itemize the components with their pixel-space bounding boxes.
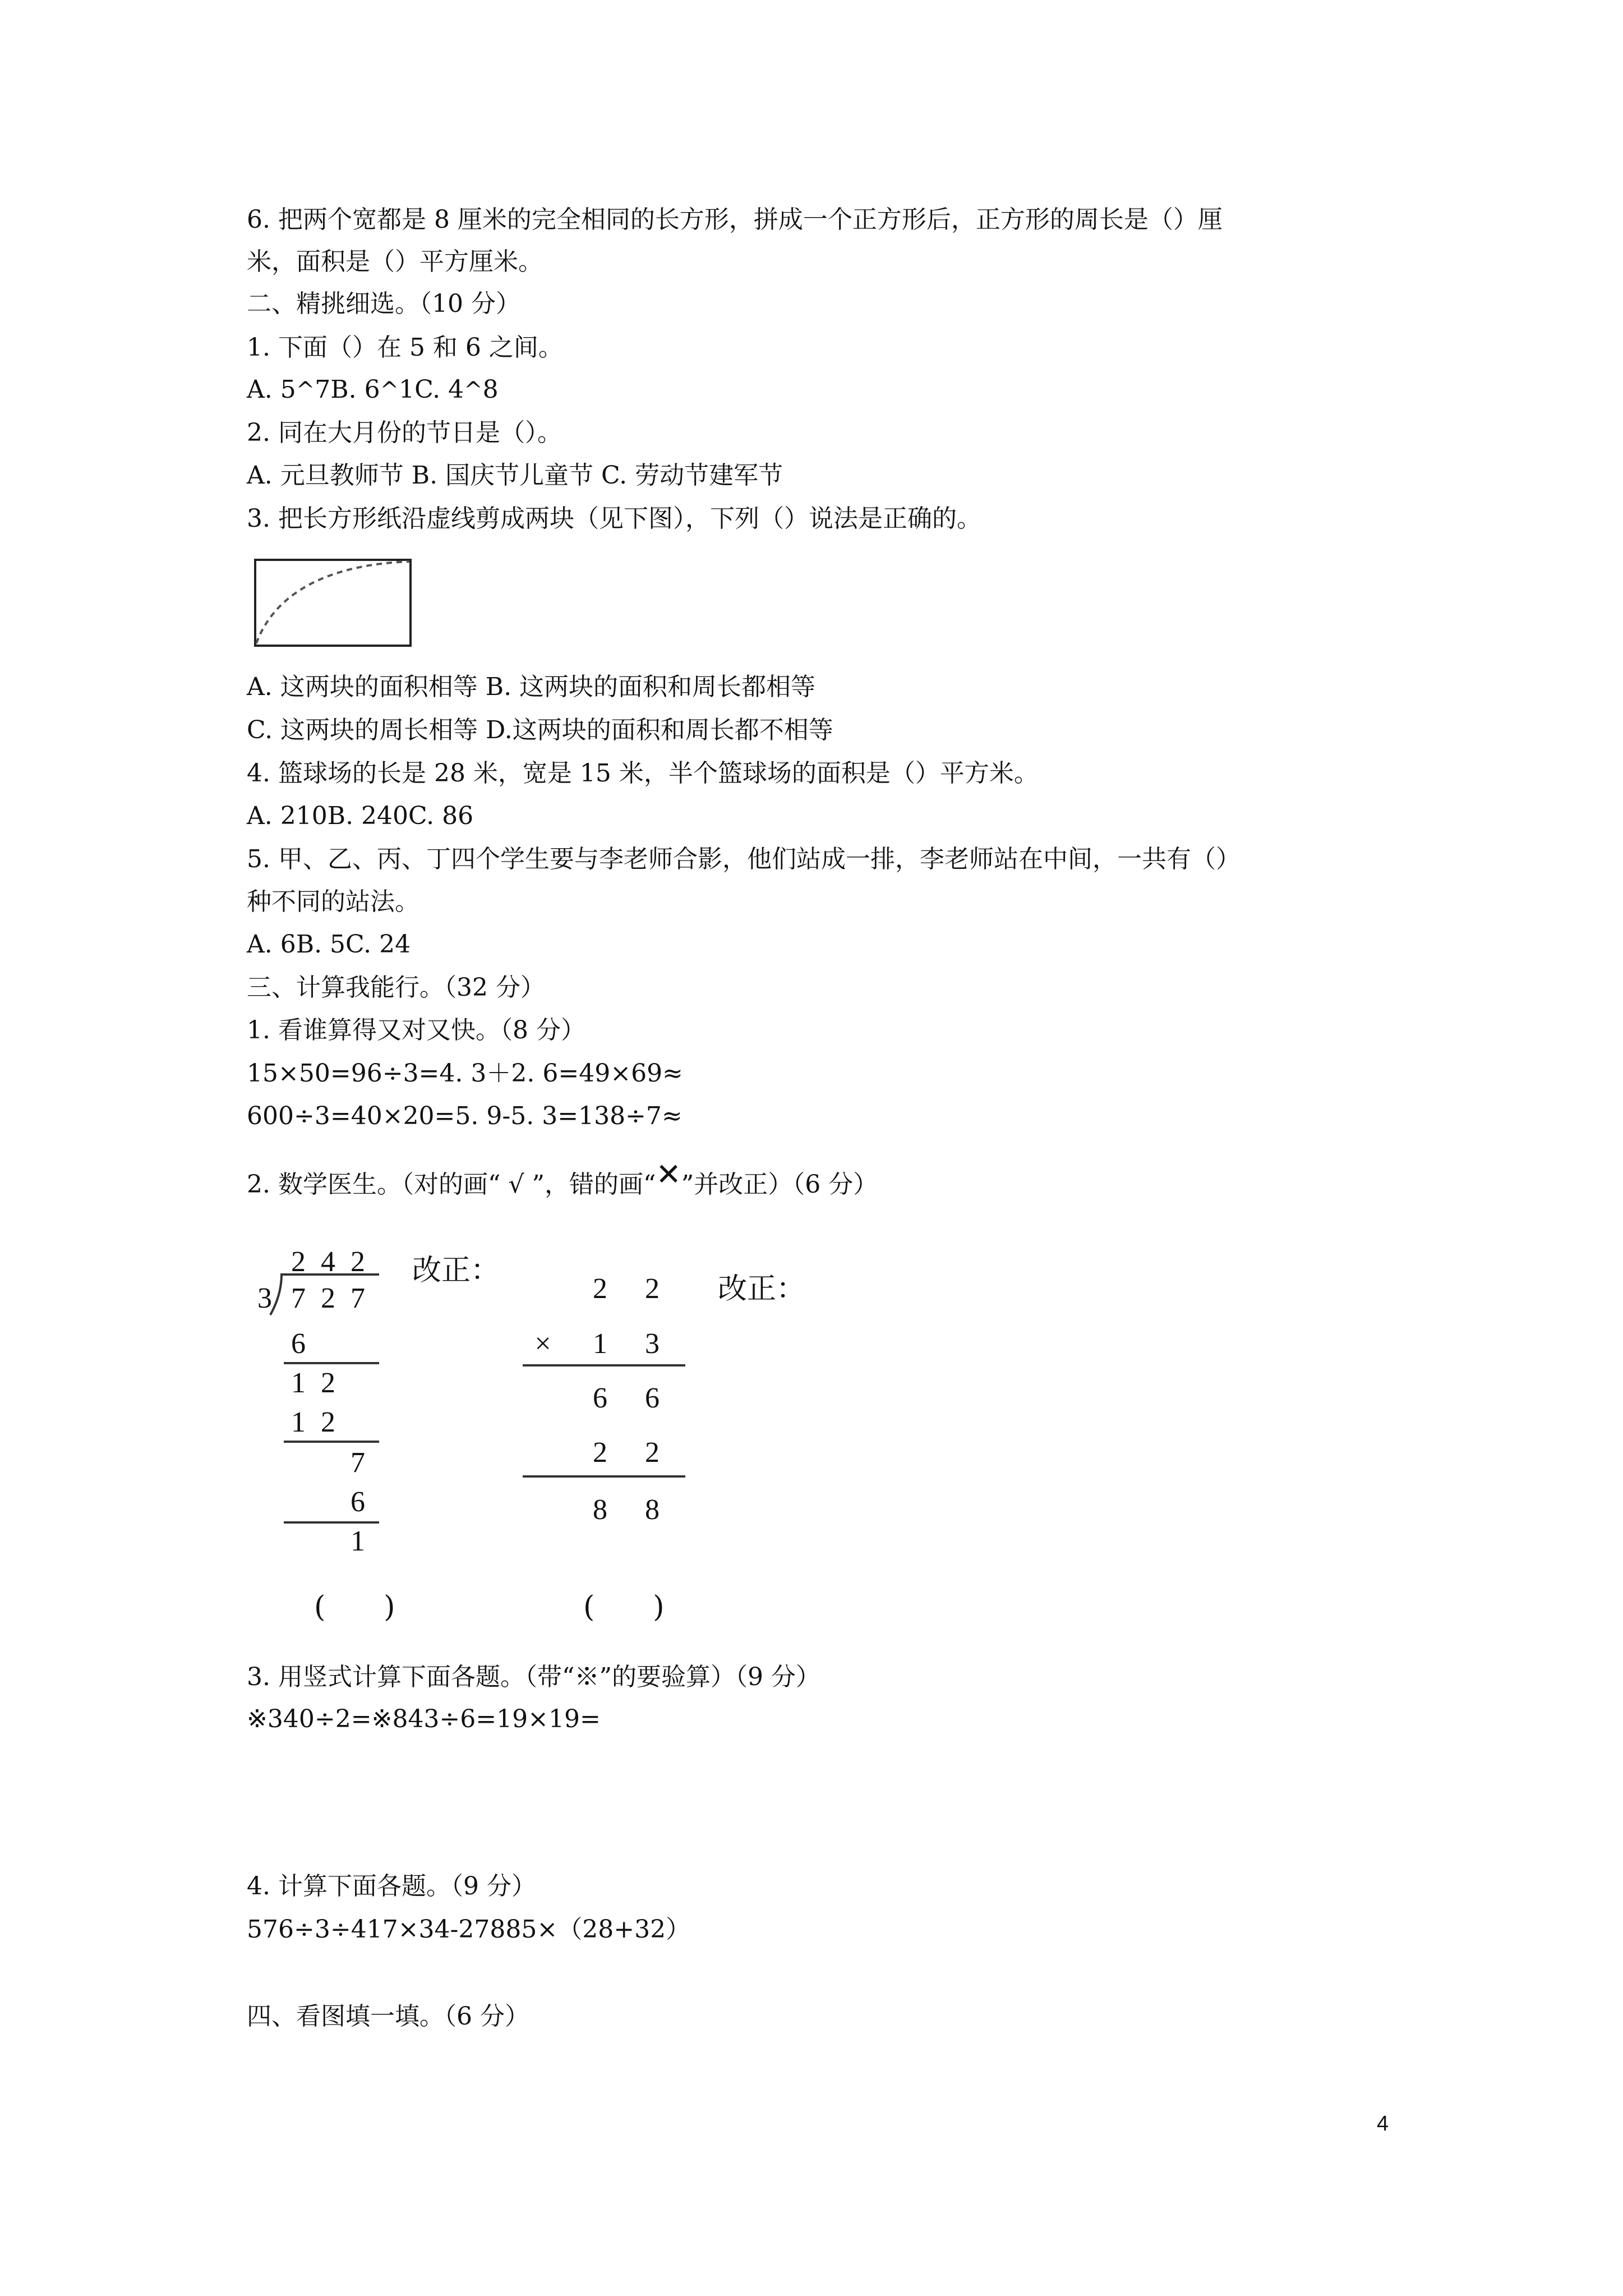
times-operator: ×: [534, 1328, 551, 1360]
step-digit: 2: [321, 1406, 335, 1438]
section2-heading: 二、精挑细选。（10 分）: [247, 289, 520, 318]
s3-q1-row2: 600÷3=40×20=5. 9-5. 3=138÷7≈: [247, 1102, 683, 1130]
quotient-digit: 4: [321, 1246, 335, 1278]
s2-q1-options: A. 5^7B. 6^1C. 4^8: [247, 375, 499, 404]
remainder-digit: 1: [351, 1525, 365, 1557]
multiplier-digit: 3: [645, 1328, 660, 1360]
section3-heading: 三、计算我能行。（32 分）: [247, 973, 545, 1002]
s2-q5-options: A. 6B. 5C. 24: [247, 930, 411, 959]
step-digit: 1: [291, 1367, 306, 1399]
correction-label: 改正：: [718, 1272, 806, 1306]
caret-icon: ^: [464, 378, 483, 403]
answer-parentheses: ( ): [314, 1590, 395, 1624]
s3-q1: 1. 看谁算得又对又快。（8 分）: [247, 1016, 585, 1045]
multiplier-digit: 1: [593, 1328, 607, 1360]
s3-q3: 3. 用竖式计算下面各题。（带“※”的要验算）（9 分）: [247, 1663, 820, 1691]
top-digit: 2: [593, 1273, 607, 1305]
step-digit: 2: [321, 1367, 335, 1399]
step-digit: 6: [291, 1328, 306, 1360]
correction-label: 改正：: [412, 1254, 500, 1287]
caret-icon: ^: [380, 378, 399, 403]
section4-heading: 四、看图填一填。（6 分）: [247, 2002, 529, 2031]
multiplication-rule: [523, 1364, 685, 1366]
division-rule: [284, 1362, 379, 1364]
s2-q5-line1: 5. 甲、乙、丙、丁四个学生要与李老师合影，他们站成一排，李老师站在中间，一共有（）: [247, 845, 1241, 873]
s2-q3-options-cd: C. 这两块的周长相等 D.这两块的面积和周长都不相等: [247, 716, 833, 744]
step-digit: 7: [351, 1447, 365, 1479]
multiplication-rule: [523, 1475, 685, 1478]
quotient-digit: 2: [291, 1246, 306, 1278]
s2-q4-options: A. 210B. 240C. 86: [247, 802, 474, 830]
dividend-digit: 7: [351, 1282, 365, 1314]
rectangle-cut-figure: [253, 558, 413, 649]
s3-q4: 4. 计算下面各题。（9 分）: [247, 1872, 536, 1901]
s2-q5-line2: 种不同的站法。: [247, 887, 419, 916]
partial-digit: 2: [593, 1437, 607, 1469]
q6-line1: 6. 把两个宽都是 8 厘米的完全相同的长方形，拼成一个正方形后，正方形的周长是（）厘: [247, 205, 1223, 234]
s2-q1: 1. 下面（）在 5 和 6 之间。: [247, 333, 563, 362]
s3-q1-row1: 15×50=96÷3=4. 3＋2. 6=49×69≈: [247, 1059, 683, 1088]
division-rule: [284, 1521, 379, 1524]
q6-line2: 米，面积是（）平方厘米。: [247, 247, 543, 276]
page-number: 4: [1376, 2112, 1389, 2136]
partial-digit: 6: [593, 1382, 607, 1414]
s3-q3-problems: ※340÷2=※843÷6=19×19=: [247, 1705, 601, 1733]
s2-q3: 3. 把长方形纸沿虚线剪成两块（见下图），下列（）说法是正确的。: [247, 504, 981, 533]
top-digit: 2: [645, 1273, 660, 1305]
dividend-digit: 7: [291, 1282, 306, 1314]
result-digit: 8: [645, 1494, 660, 1526]
s2-q2: 2. 同在大月份的节日是（）。: [247, 418, 562, 447]
step-digit: 6: [351, 1486, 365, 1518]
partial-digit: 2: [645, 1437, 660, 1469]
answer-parentheses: ( ): [583, 1590, 665, 1624]
quotient-digit: 2: [351, 1246, 365, 1278]
partial-digit: 6: [645, 1382, 660, 1414]
step-digit: 1: [291, 1406, 306, 1438]
divisor: 3: [257, 1282, 272, 1314]
s3-q4-problems: 576÷3÷417×34-27885×（28+32）: [247, 1915, 691, 1944]
s2-q4: 4. 篮球场的长是 28 米，宽是 15 米，半个篮球场的面积是（）平方米。: [247, 759, 1039, 788]
division-rule: [284, 1441, 379, 1443]
s3-q2: 2. 数学医生。（对的画“ √ ”，错的画“✕”并改正）（6 分）: [247, 1157, 878, 1199]
s2-q3-options-ab: A. 这两块的面积相等 B. 这两块的面积和周长都相等: [247, 673, 816, 701]
dividend-digit: 2: [321, 1282, 335, 1314]
s2-q2-options: A. 元旦教师节 B. 国庆节儿童节 C. 劳动节建军节: [247, 461, 783, 490]
caret-icon: ^: [296, 378, 315, 403]
cross-icon: ✕: [656, 1157, 681, 1192]
result-digit: 8: [593, 1494, 607, 1526]
